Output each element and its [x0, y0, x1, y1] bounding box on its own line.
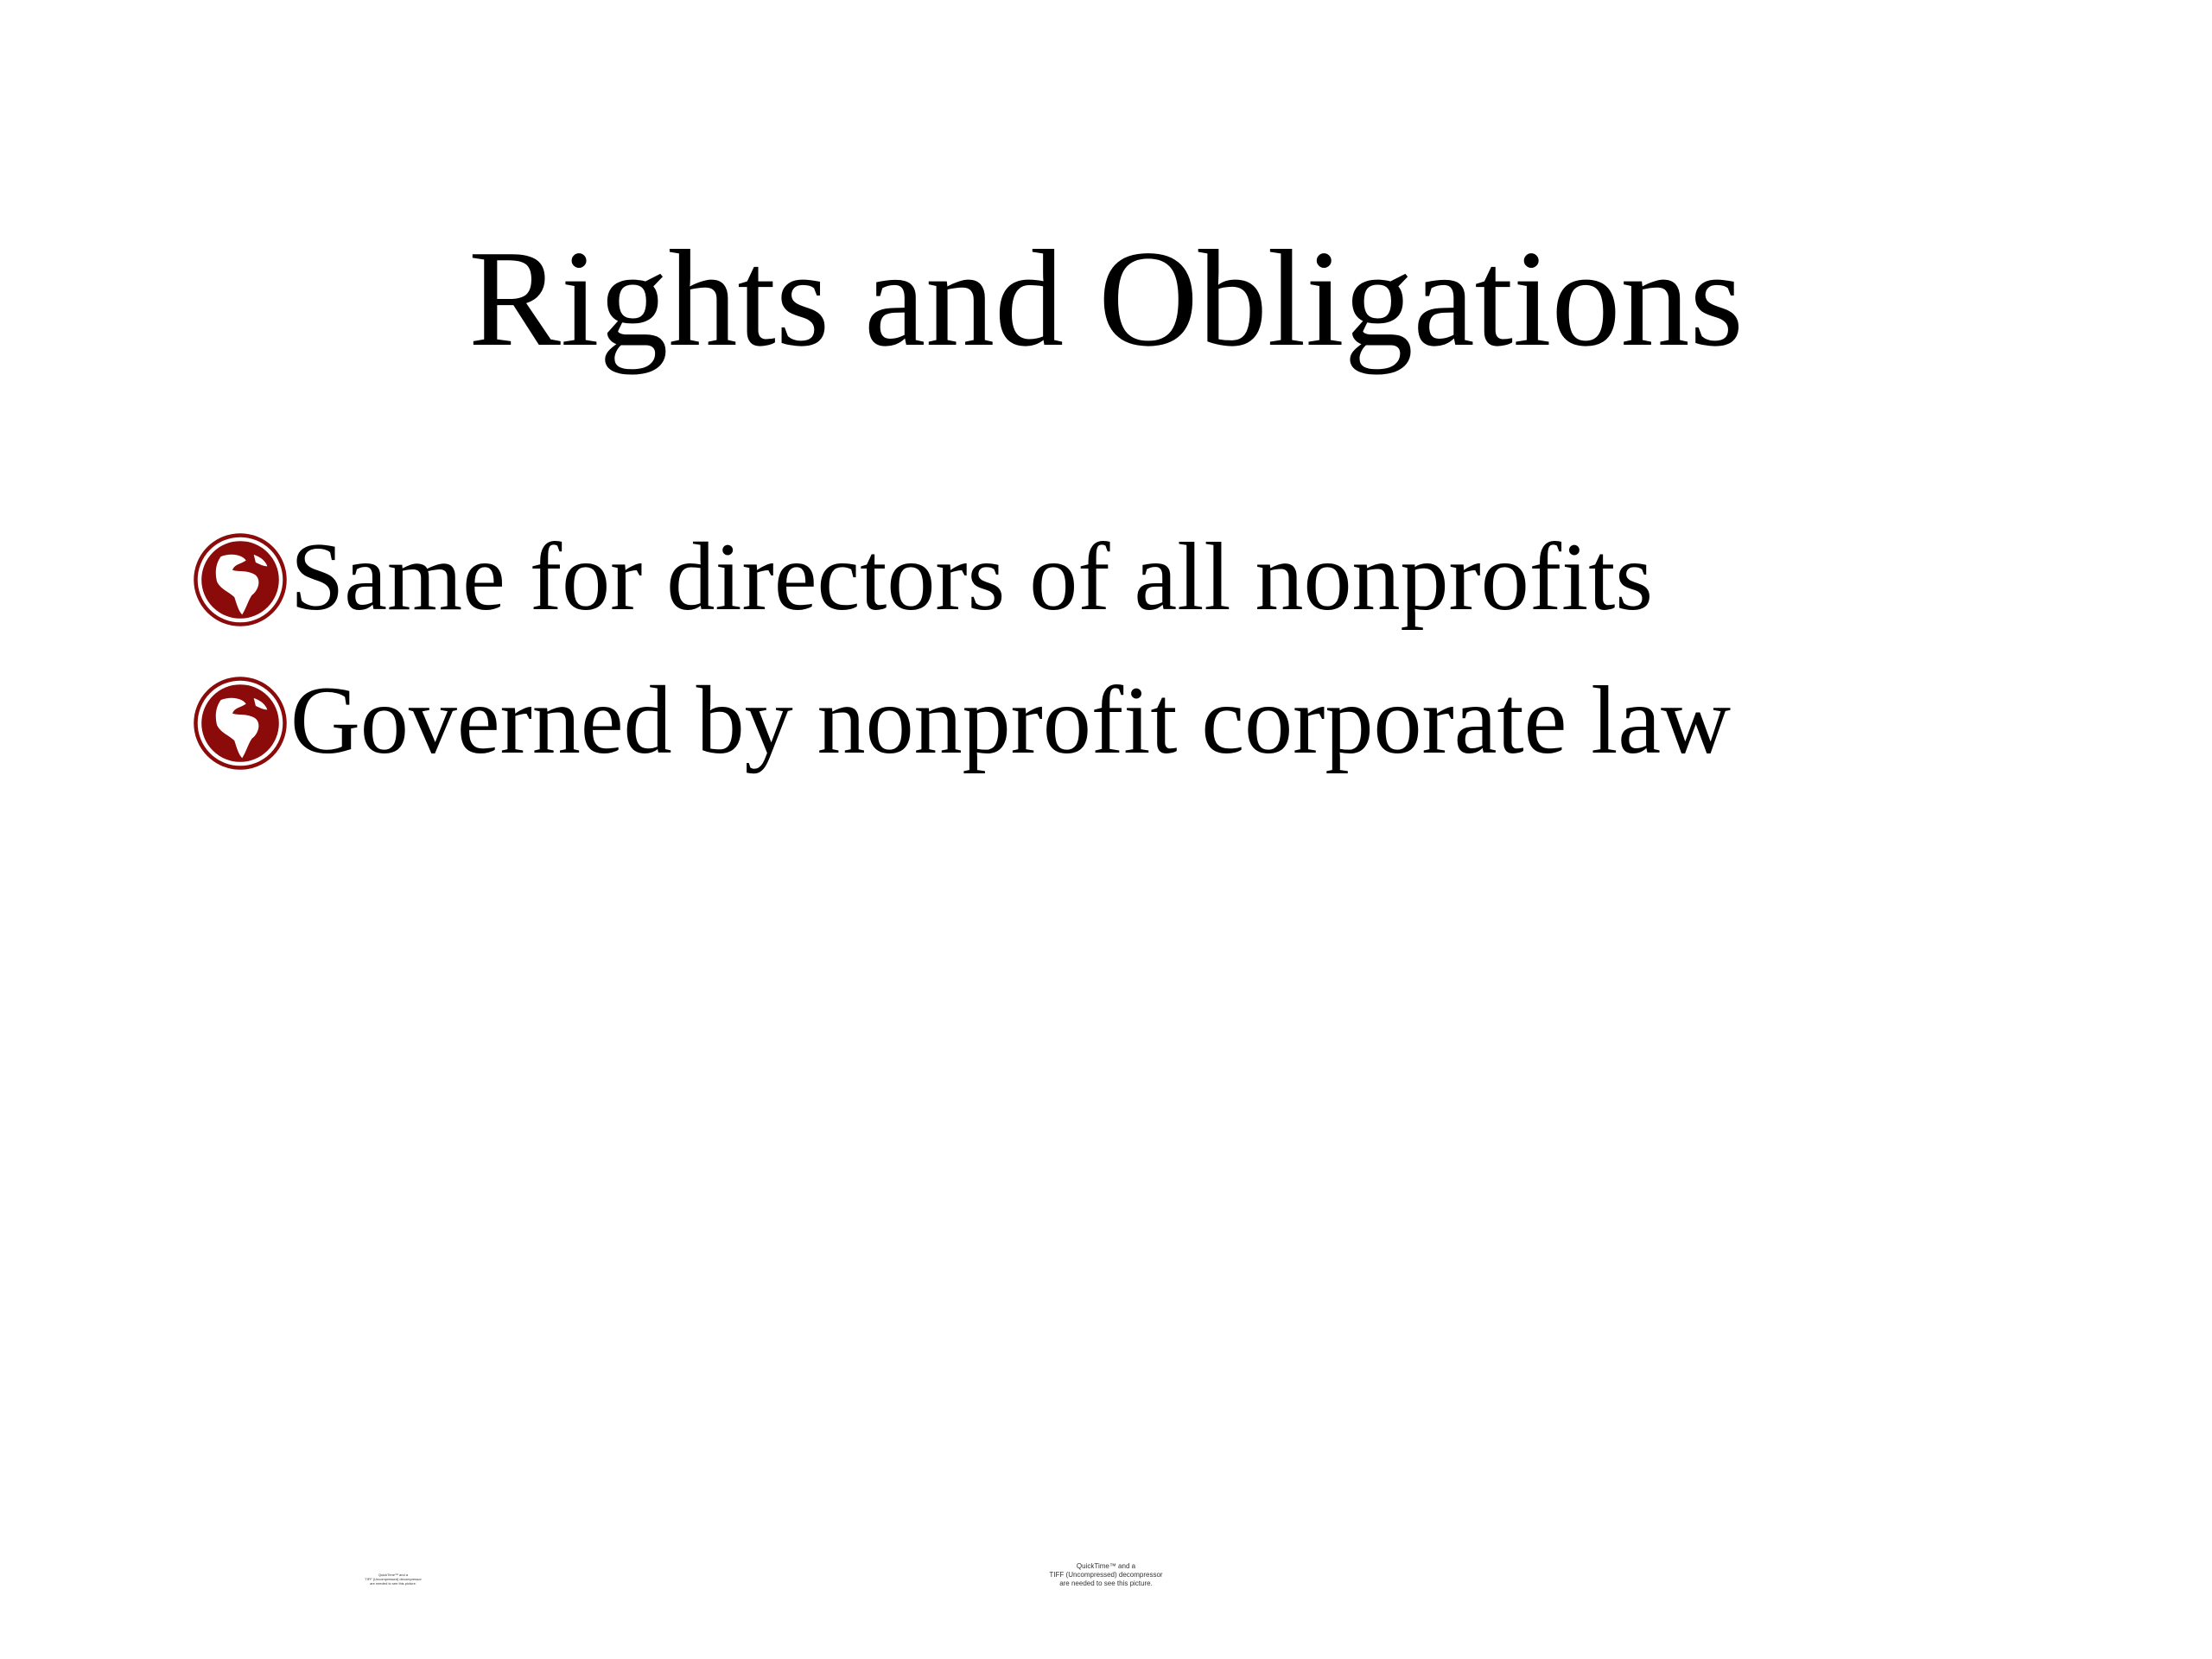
bullet-item — [192, 505, 1731, 649]
placeholder-line: QuickTime™ and a — [1076, 1562, 1136, 1570]
slide-title: Rights and Obligations — [468, 221, 1744, 375]
bullet-item — [192, 649, 1731, 792]
globe-icon — [192, 675, 289, 772]
quicktime-placeholder-center — [1028, 1562, 1184, 1588]
placeholder-line: TIFF (Uncompressed) decompressor — [365, 1577, 422, 1581]
placeholder-line: QuickTime™ and a — [378, 1573, 409, 1577]
quicktime-placeholder-left — [350, 1573, 436, 1586]
bullet-list — [192, 505, 1731, 792]
globe-icon — [192, 531, 289, 628]
placeholder-line: are needed to see this picture. — [1059, 1580, 1153, 1587]
placeholder-line: TIFF (Uncompressed) decompressor — [1049, 1571, 1163, 1579]
bullet-text: Governed by nonprofit corporate law — [290, 666, 1731, 774]
placeholder-line: are needed to see this picture. — [370, 1581, 416, 1586]
bullet-text: Same for directors of all nonprofits — [290, 523, 1653, 631]
